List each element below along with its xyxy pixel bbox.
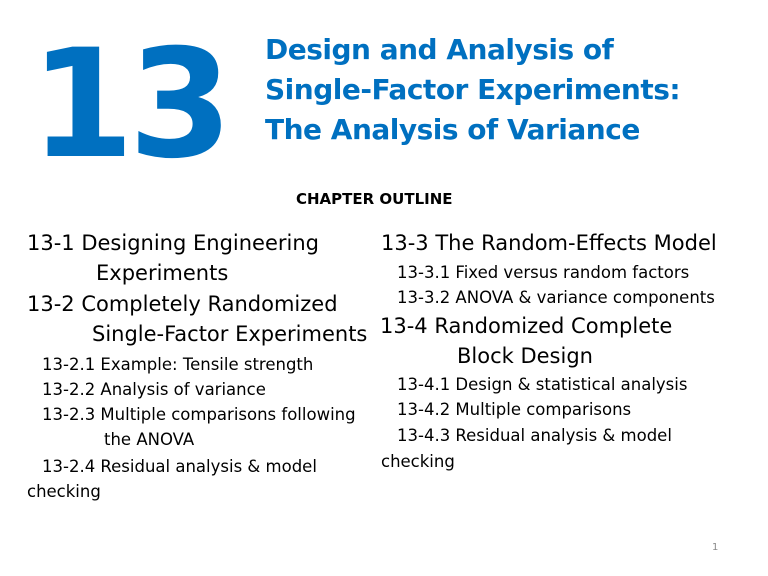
subsection-13-4-1: 13-4.1 Design & statistical analysis <box>397 375 688 394</box>
section-13-1-line-1: 13-1 Designing Engineering <box>27 231 319 255</box>
outline-heading: CHAPTER OUTLINE <box>296 190 453 208</box>
subsection-13-2-2: 13-2.2 Analysis of variance <box>42 380 266 399</box>
slide-number: 1 <box>712 542 719 553</box>
section-13-1-line-2: Experiments <box>96 261 229 285</box>
section-13-2-line-1: 13-2 Completely Randomized <box>27 292 338 316</box>
section-13-4-line-1: 13-4 Randomized Complete <box>380 314 673 338</box>
chapter-title-line-3: The Analysis of Variance <box>265 113 640 146</box>
chapter-title-line-1: Design and Analysis of <box>265 33 614 66</box>
section-13-4-line-2: Block Design <box>457 344 593 368</box>
subsection-13-2-4-line-1: 13-2.4 Residual analysis & model <box>42 457 317 476</box>
subsection-13-3-1: 13-3.1 Fixed versus random factors <box>397 263 690 282</box>
subsection-13-2-1: 13-2.1 Example: Tensile strength <box>42 355 314 374</box>
section-13-3: 13-3 The Random-Effects Model <box>381 231 717 255</box>
subsection-13-3-2: 13-3.2 ANOVA & variance components <box>397 288 715 307</box>
subsection-13-4-3-line-2: checking <box>381 452 455 471</box>
chapter-title-line-2: Single-Factor Experiments: <box>265 73 681 106</box>
subsection-13-4-3-line-1: 13-4.3 Residual analysis & model <box>397 426 672 445</box>
chapter-number: 13 <box>30 18 227 192</box>
subsection-13-2-4-line-2: checking <box>27 482 101 501</box>
section-13-2-line-2: Single-Factor Experiments <box>92 322 368 346</box>
subsection-13-4-2: 13-4.2 Multiple comparisons <box>397 400 632 419</box>
subsection-13-2-3-line-1: 13-2.3 Multiple comparisons following <box>42 405 356 424</box>
subsection-13-2-3-line-2: the ANOVA <box>104 430 195 449</box>
